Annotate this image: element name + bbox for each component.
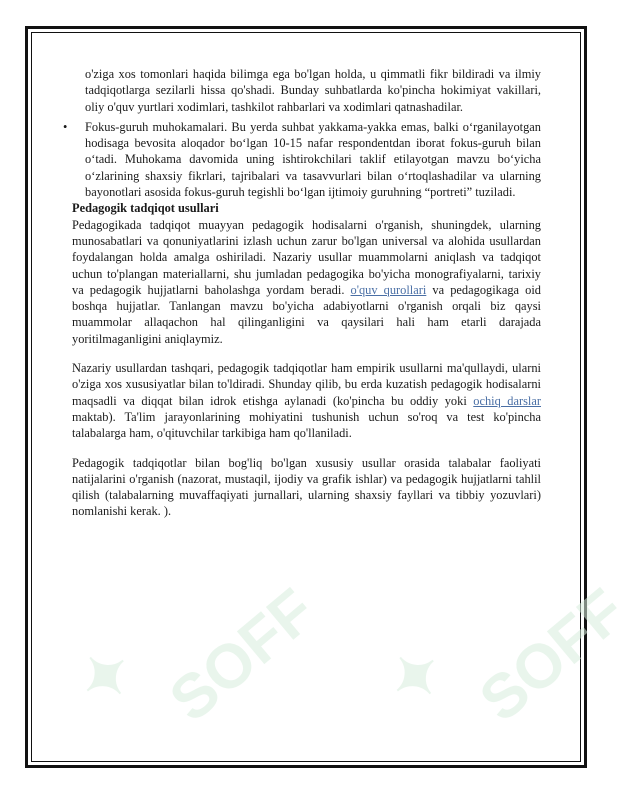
watermark-text: SOFF bbox=[157, 575, 329, 736]
paragraph-private-methods: Pedagogik tadqiqotlar bilan bog'liq bo'lgan xususiy usullar orasida talabalar faoliyati natijalarini o'rganish (nazorat, mustaqil, ijodiy va grafik ishlar) va pedagogik hujjatlarni tahlil qilish (talabalarning muvaffaqiyati jurnallari, ularning shaxsiy fayllari va tibbiy yozuvlari) nomlanishi kerak. ). bbox=[72, 455, 541, 519]
paragraph-text: va pedagogikaga oid boshqa hujjatlar. Tanlangan mavzu bo'yicha adabiyotlarni o'rganish orqali biz qaysi muammolar allaqachon hal qilinganligini va qaysilari hali ham etarli darajada yoritilmaganligini aniqlaymiz. bbox=[72, 282, 541, 346]
bullet-item-focus-group bbox=[63, 119, 541, 200]
bullet-text: Fokus-guruh muhokamalari. Bu yerda suhbat yakkama-yakka emas, balki o‘rganilayotgan hodisaga bevosita aloqador bo‘lgan 10-15 nafar respondentdan iborat fokus-guruh bilan o‘tadi. Muhokama davomida uning ishtirokchilari taklif etilayotgan mavzu bo‘yicha o‘zlarining shaxsiy fikrlari, tajribalari va tasavvurlari bilan o‘rtoqlashadilar va ularning bayonotlari asosida fokus-guruh tegishli bo‘lgan ijtimoiy guruhning “portreti” tuziladi. bbox=[85, 119, 541, 200]
paragraph-empirical bbox=[72, 360, 541, 441]
watermark-text: SOFF bbox=[467, 575, 639, 736]
paragraph-text: Nazariy usullardan tashqari, pedagogik tadqiqotlar ham empirik usullarni ma'qullaydi, ularni o'ziga xos xususiyatlar bilan to'ldiradi. Shunday qilib, bu erda kuzatish pedagogik hodisalarni maqsadli va diqqat bilan idrok etishga aylanadi (ko'pincha bu oddiy yoki bbox=[72, 361, 541, 408]
link-oquv-qurollari[interactable]: o'quv qurollari bbox=[350, 282, 427, 297]
paragraph-methods bbox=[72, 217, 541, 347]
watermark-mark: ✦ bbox=[374, 634, 459, 721]
link-ochiq-darslar[interactable]: ochiq darslar bbox=[473, 393, 541, 408]
document-body bbox=[63, 66, 541, 520]
paragraph-text: Pedagogikada tadqiqot muayyan pedagogik hodisalarni o'rganish, shuningdek, ularning munosabatlari va qonuniyatlarini izlash uchun zarur bo'lgan universal va alohida usullardan foydalangan holda amalga oshiriladi. Nazariy usullar muammolarni aniqlash va tadqiqot uchun to'plangan materiallarni, shu jumladan pedagogika bo'yicha monografiyalarni, tarixiy va pedagogik hujjatlarni baholashga yordam beradi. bbox=[72, 217, 541, 297]
bullet-mark: • bbox=[63, 119, 68, 134]
watermark-mark: ✦ bbox=[64, 634, 149, 721]
paragraph-interview-continued: o'ziga xos tomonlari haqida bilimga ega bo'lgan holda, u qimmatli fikr bildiradi va ilmiy tadqiqotlarga sezilarli hissa qo'shadi. Bunday suhbatlarda ko'pincha hokimiyat vakillari, oliy o'quv yurtlari xodimlari, tashkilot rahbarlari va xodimlari qatnashadilar. bbox=[85, 67, 541, 114]
section-heading: Pedagogik tadqiqot usullari bbox=[72, 201, 219, 216]
paragraph-text: maktab). Ta'lim jarayonlarining mohiyatini tushunish uchun so'roq va test ko'pincha talabalarga ham, o'qituvchilar tarkibiga ham qo'llaniladi. bbox=[72, 409, 541, 441]
